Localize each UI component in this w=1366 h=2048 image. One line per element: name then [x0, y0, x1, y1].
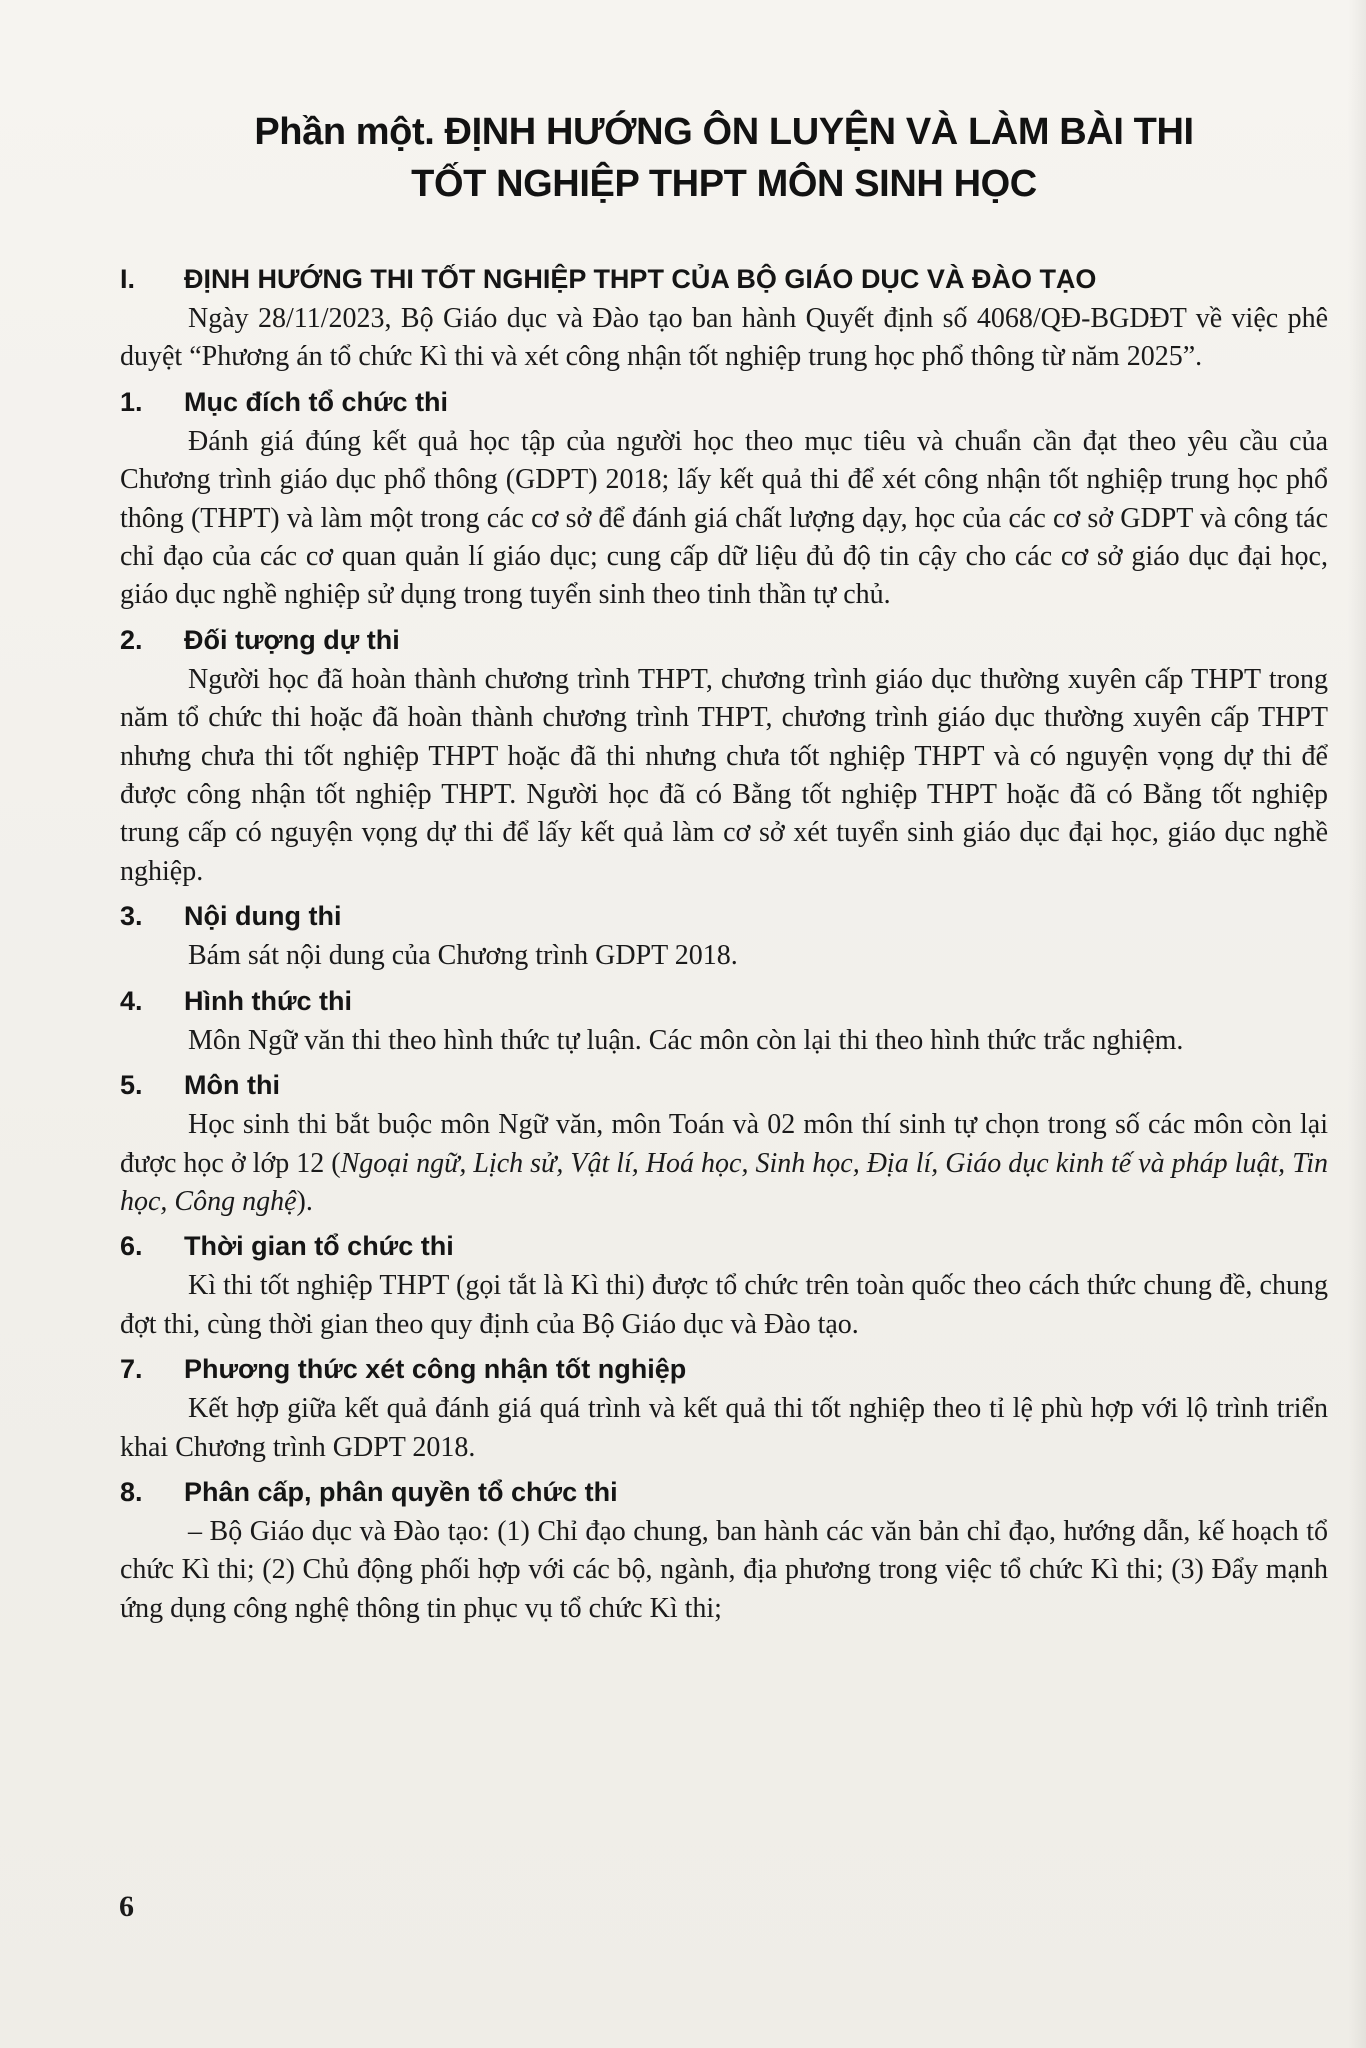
page-number: 6	[119, 1890, 134, 1923]
page-content	[120, 106, 1328, 1634]
item-number: 8.	[120, 1476, 143, 1507]
item-paragraph-3: Bám sát nội dung của Chương trình GDPT 2018.	[188, 940, 738, 972]
item-heading-text: Mục đích tổ chức thi	[184, 386, 449, 417]
subjects-close-text: ).	[296, 1185, 313, 1217]
item-heading-text: Nội dung thi	[184, 901, 342, 932]
item-heading-text: Phương thức xét công nhận tốt nghiệp	[184, 1354, 687, 1385]
item-heading-text: Hình thức thi	[184, 985, 353, 1016]
item-paragraph-4: Môn Ngữ văn thi theo hình thức tự luận. Các môn còn lại thi theo hình thức trắc nghiệm.	[188, 1024, 1184, 1056]
item-number: 5.	[120, 1070, 143, 1101]
item-number: 2.	[120, 624, 143, 655]
title-line-1: Phần một. ĐỊNH HƯỚNG ÔN LUYỆN VÀ LÀM BÀI THI	[254, 111, 1194, 153]
item-heading-text: Thời gian tổ chức thi	[184, 1231, 454, 1262]
item-paragraph-1: Đánh giá đúng kết quả học tập của người học theo mục tiêu và chuẩn cần đạt theo yêu cầu của Chương trình giáo dục phổ thông (GDPT) 2018; lấy kết quả thi để xét công nhận tốt nghiệp trung học phổ thông (THPT) và làm một trong các cơ sở để đánh giá chất lượng dạy, học của các cơ sở GDPT và công tác chỉ đạo của các cơ quan quản lí giáo dục; cung cấp dữ liệu đủ độ tin cậy cho các cơ sở giáo dục đại học, giáo dục nghề nghiệp sử dụng trong tuyển sinh theo tinh thần tự chủ.	[120, 425, 1328, 611]
item-heading-text: Phân cấp, phân quyền tổ chức thi	[184, 1476, 618, 1507]
item-heading-text: Đối tượng dự thi	[184, 624, 400, 655]
item-number: 3.	[120, 901, 143, 932]
item-heading-7	[120, 1350, 1328, 1388]
item-heading-8	[120, 1473, 1328, 1511]
item-heading-6	[120, 1227, 1328, 1265]
item-number: 7.	[120, 1354, 143, 1385]
page-edge-shadow	[1348, 0, 1366, 2048]
item-heading-3	[120, 897, 1328, 935]
section-number: I.	[120, 264, 136, 294]
item-heading-2	[120, 621, 1328, 659]
subjects-list: Ngoại ngữ, Lịch sử, Vật lí, Hoá học, Sinh học, Địa lí, Giáo dục kinh tế và pháp luật, Tin học, Công nghệ	[120, 1147, 1328, 1217]
item-heading-text: Môn thi	[184, 1070, 280, 1101]
item-paragraph-6: Kì thi tốt nghiệp THPT (gọi tắt là Kì thi) được tổ chức trên toàn quốc theo cách thức chung đề, chung đợt thi, cùng thời gian theo quy định của Bộ Giáo dục và Đào tạo.	[120, 1270, 1328, 1340]
item-heading-5	[120, 1066, 1328, 1104]
item-paragraph-2: Người học đã hoàn thành chương trình THPT, chương trình giáo dục thường xuyên cấp THPT trong năm tổ chức thi hoặc đã hoàn thành chương trình THPT, chương trình giáo dục thường xuyên cấp THPT nhưng chưa thi tốt nghiệp THPT hoặc đã thi nhưng chưa tốt nghiệp THPT và có nguyện vọng dự thi để được công nhận tốt nghiệp THPT. Người học đã có Bằng tốt nghiệp THPT hoặc đã có Bằng tốt nghiệp trung cấp có nguyện vọng dự thi để lấy kết quả làm cơ sở xét tuyển sinh giáo dục đại học, giáo dục nghề nghiệp.	[120, 663, 1328, 887]
item-number: 1.	[120, 386, 143, 417]
item-number: 6.	[120, 1231, 143, 1262]
section-intro: Ngày 28/11/2023, Bộ Giáo dục và Đào tạo ban hành Quyết định số 4068/QĐ-BGDĐT về việc phê duyệt “Phương án tổ chức Kì thi và xét công nhận tốt nghiệp trung học phổ thông từ năm 2025”.	[120, 303, 1328, 373]
subjects-lead-text: Học sinh thi bắt buộc môn Ngữ văn, môn Toán và 02 môn thí sinh tự chọn trong số các môn còn lại được học ở lớp 12 (	[120, 1109, 1328, 1179]
section-heading	[120, 260, 1328, 298]
title-line-2: TỐT NGHIỆP THPT MÔN SINH HỌC	[411, 163, 1037, 205]
item-paragraph-5	[120, 1106, 1328, 1221]
item-paragraph-8: – Bộ Giáo dục và Đào tạo: (1) Chỉ đạo chung, ban hành các văn bản chỉ đạo, hướng dẫn, kế hoạch tổ chức Kì thi; (2) Chủ động phối hợp với các bộ, ngành, địa phương trong việc tổ chức Kì thi; (3) Đẩy mạnh ứng dụng công nghệ thông tin phục vụ tổ chức Kì thi;	[120, 1515, 1328, 1624]
item-heading-4	[120, 982, 1328, 1020]
section-heading-text: ĐỊNH HƯỚNG THI TỐT NGHIỆP THPT CỦA BỘ GIÁO DỤC VÀ ĐÀO TẠO	[184, 264, 1097, 294]
item-paragraph-7: Kết hợp giữa kết quả đánh giá quá trình và kết quả thi tốt nghiệp theo tỉ lệ phù hợp với lộ trình triển khai Chương trình GDPT 2018.	[120, 1393, 1328, 1463]
item-number: 4.	[120, 985, 143, 1016]
item-heading-1	[120, 383, 1328, 421]
page-title	[120, 106, 1328, 210]
